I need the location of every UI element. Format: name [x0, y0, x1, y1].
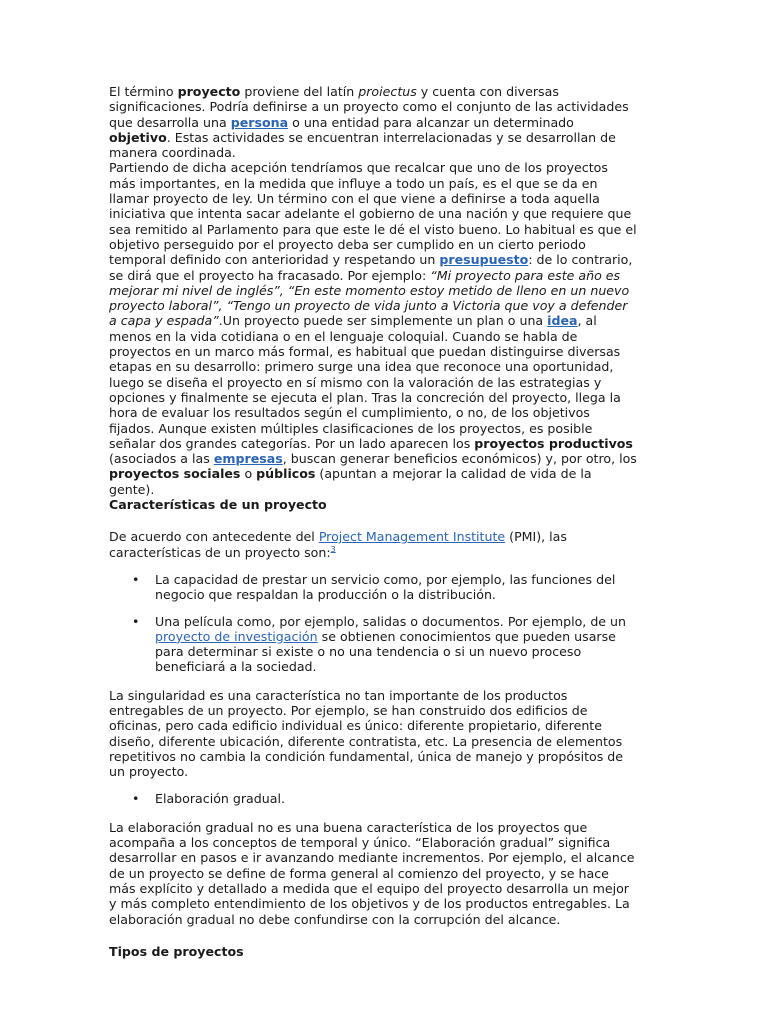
- list-item-text: La capacidad de prestar un servicio como, por ejemplo, las funciones del negocio que respaldan la producción o la distribución.: [155, 571, 616, 603]
- text: o una entidad para alcanzar un determinado: [288, 114, 574, 130]
- text: proviene del latín: [240, 84, 359, 99]
- text: . Estas actividades se encuentran interrelacionadas y se desarrollan de manera coordinada.: [109, 129, 616, 161]
- body-paragraph: [109, 160, 637, 497]
- italic-text: proiectus: [358, 84, 417, 99]
- text: , al menos en la vida cotidiana o en el lenguaje coloquial. Cuando se habla de proyectos en un marco más formal, es habitual que puedan distinguirse diversas etapas en su desarrollo: primero surge una idea que reconoce una oportunidad, luego se diseña el proyecto en sí mismo con la valoración de las estrategias y opciones y finalmente se ejecuta el plan. Tras la concreción del proyecto, llega la hora de evaluar los resultados según el cumplimiento, o no, de los objetivos fijados. Aunque existen múltiples clasificaciones de los proyectos, es posible señalar dos grandes categorías. Por un lado aparecen los: [109, 313, 621, 451]
- bullet-icon: •: [132, 791, 140, 807]
- document-page: [109, 84, 637, 959]
- bold-text: proyectos productivos: [474, 435, 633, 451]
- gradual-list: [109, 791, 637, 806]
- text: Partiendo de dicha acepción tendríamos que recalcar que uno de los proyectos más importantes, en la medida que influye a todo un país, es el que se da en llamar proyecto de ley. Un término con el que viene a definirse a toda aquella iniciativa que intenta sacar adelante el gobierno de una nación y que requiere que sea remitido al Parlamento para que este le dé el visto bueno. Lo habitual es que el objetivo perseguido por el proyecto deba ser cumplido en un cierto periodo temporal definido con anterioridad y respetando un: [109, 160, 637, 268]
- list-item: [132, 791, 637, 807]
- text: .Un proyecto puede ser simplemente un plan o una: [218, 313, 548, 329]
- section-heading-tipos: Tipos de proyectos: [109, 943, 244, 959]
- italic-examples: “Mi proyecto para este año es mejorar mi nivel de inglés”, “En este momento estoy metido de lleno en un nuevo proyecto laboral”, “Tengo un proyecto de vida junto a Victoria que voy a defender a capa y espada”: [109, 267, 630, 329]
- list-item: [132, 613, 637, 675]
- intro-paragraph: [109, 84, 637, 160]
- list-item-text: Una película como, por ejemplo, salidas o documentos. Por ejemplo, de un: [155, 613, 627, 629]
- bold-text: objetivo: [109, 129, 167, 145]
- list-item: [132, 571, 637, 603]
- bullet-icon: •: [132, 613, 140, 629]
- text: (PMI), las características de un proyecto son:: [109, 529, 567, 560]
- link-project-management-institute[interactable]: Project Management Institute: [318, 529, 506, 545]
- text: y cuenta con diversas significaciones. Podría definirse a un proyecto como el conjunto de las actividades que desarrolla una: [109, 84, 629, 130]
- bold-text: proyecto: [177, 84, 241, 99]
- link-proyecto-de-investigacion[interactable]: proyecto de investigación: [155, 628, 318, 644]
- singularidad-paragraph: La singularidad es una característica no tan importante de los productos entregables de un proyecto. Por ejemplo, se han construido dos edificios de oficinas, pero cada edificio individual es único: diferente propietario, diferente diseño, diferente ubicación, diferente contratista, etc. La presencia de elementos repetitivos no cambia la condición fundamental, única de manejo y propósitos de un proyecto.: [109, 687, 624, 780]
- text: : de lo contrario, se dirá que el proyecto ha fracasado. Por ejemplo:: [109, 252, 633, 283]
- section-heading-caracteristicas: Características de un proyecto: [109, 497, 327, 513]
- elaboracion-paragraph: La elaboración gradual no es una buena característica de los proyectos que acompaña a los conceptos de temporal y único. “Elaboración gradual” significa desarrollar en pasos e ir avanzando mediante incrementos. Por ejemplo, el alcance de un proyecto se define de forma general al comienzo del proyecto, y se hace más explícito y detallado a medida que el equipo del proyecto desarrolla un mejor y más completo entendimiento de los objetivos y de los productos entregables. La elaboración gradual no debe confundirse con la corrupción del alcance.: [109, 819, 635, 927]
- text: (asociados a las: [109, 451, 214, 467]
- list-item-text: Elaboración gradual.: [155, 791, 285, 807]
- link-empresas[interactable]: empresas: [213, 451, 283, 467]
- bold-text: públicos: [256, 466, 316, 482]
- footnote-link[interactable]: 3: [330, 544, 336, 554]
- characteristics-list: [109, 572, 637, 675]
- text: De acuerdo con antecedente del: [109, 529, 319, 545]
- text: , buscan generar beneficios económicos) y, por otro, los: [282, 451, 637, 467]
- text: El término: [109, 84, 178, 99]
- link-idea[interactable]: idea: [547, 313, 578, 329]
- bullet-icon: •: [132, 571, 140, 587]
- link-persona[interactable]: persona: [230, 114, 289, 130]
- text: o: [240, 466, 257, 482]
- bold-text: proyectos sociales: [109, 466, 241, 482]
- list-item-text: se obtienen conocimientos que pueden usarse para determinar si existe o no una tendencia o si un nuevo proceso beneficiará a la sociedad.: [155, 628, 616, 675]
- pmi-paragraph: [109, 529, 637, 560]
- text: (apuntan a mejorar la calidad de vida de la gente).: [109, 466, 592, 497]
- link-presupuesto[interactable]: presupuesto: [439, 252, 529, 268]
